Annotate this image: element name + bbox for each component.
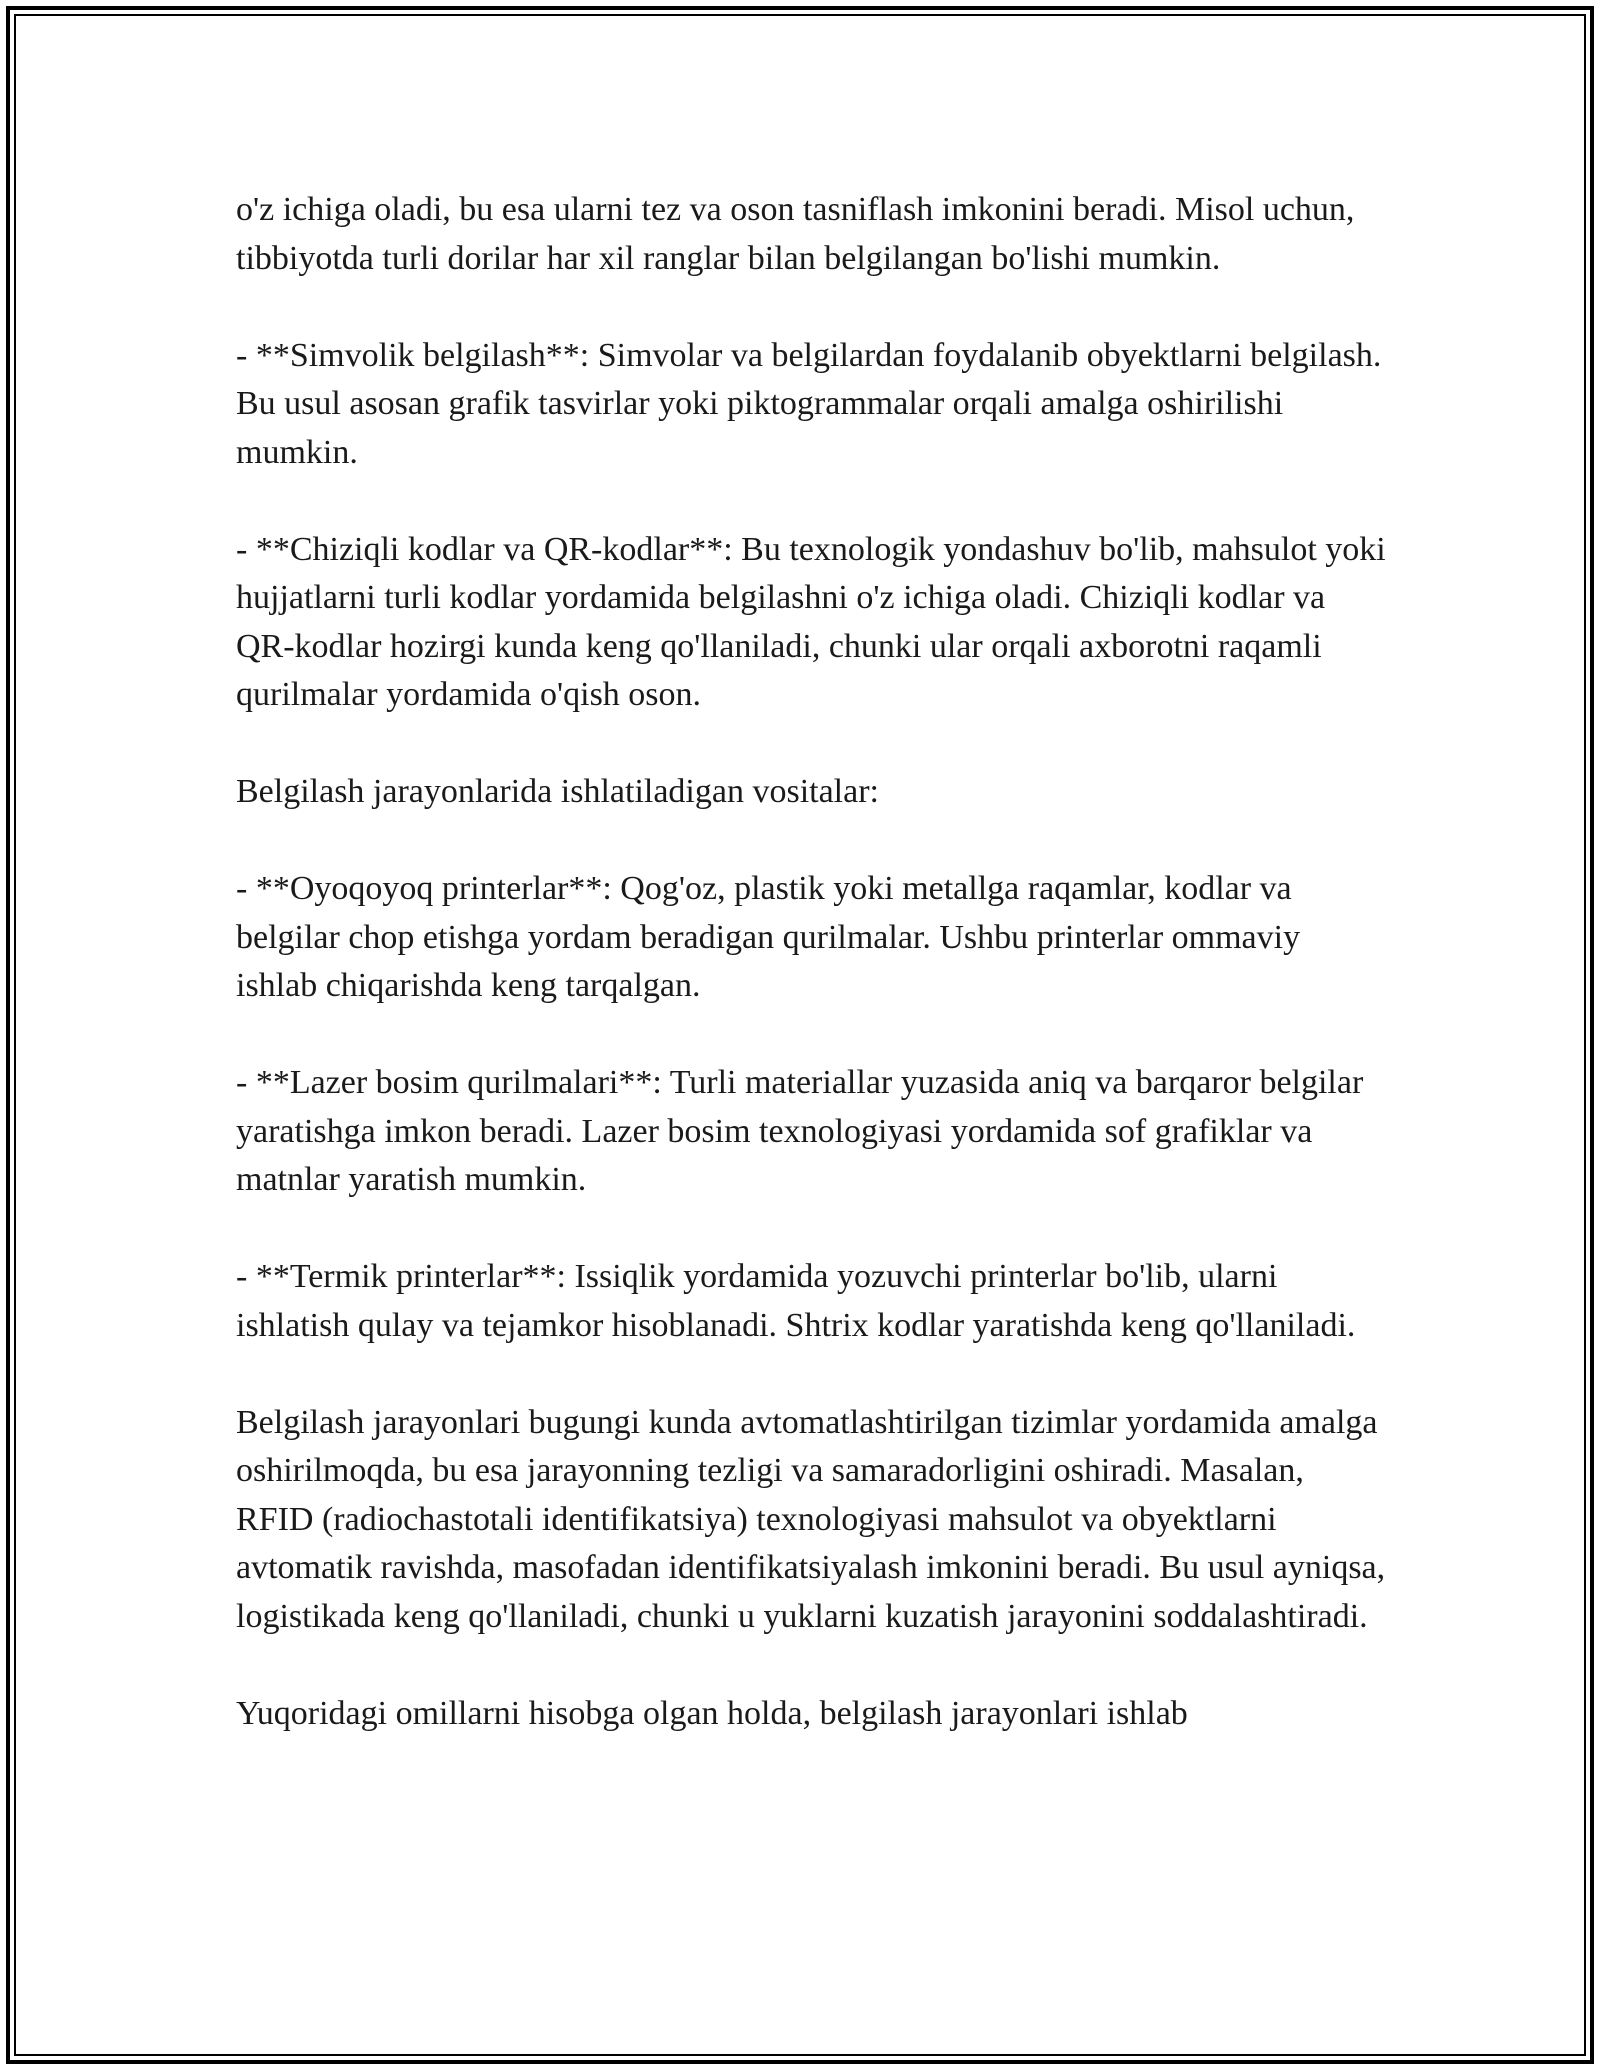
paragraph-symbolic-marking: - **Simvolik belgilash**: Simvolar va belgilardan foydalanib obyektlarni belgilash. Bu usul asosan grafik tasvirlar yoki piktogrammalar orqali amalga oshirilishi mumkin.: [236, 336, 1382, 471]
paragraph-automation-rfid: Belgilash jarayonlari bugungi kunda avtomatlashtirilgan tizimlar yordamida amalga oshirilmoqda, bu esa jarayonning tezligi va samaradorligini oshiradi. Masalan, RFID (radiochastotali identifikatsiya) texnologiyasi mahsulot va obyektlarni avtomatik ravishda, masofadan identifikatsiyalash imkonini beradi. Bu usul ayniqsa, logistikada keng qo'llaniladi, chunki u yuklarni kuzatish jarayonini soddalashtiradi.: [236, 1403, 1386, 1635]
paragraph-conclusion-start: Yuqoridagi omillarni hisobga olgan holda, belgilash jarayonlari ishlab: [236, 1694, 1188, 1732]
paragraph-tools-heading: Belgilash jarayonlarida ishlatiladigan vositalar:: [236, 773, 879, 810]
paragraph-laser-devices: - **Lazer bosim qurilmalari**: Turli materiallar yuzasida aniq va barqaror belgilar yaratishga imkon beradi. Lazer bosim texnologiyasi yordamida sof grafiklar va matnlar yaratish mumkin.: [236, 1064, 1364, 1198]
paragraph-inkjet-printers: - **Oyoqoyoq printerlar**: Qog'oz, plastik yoki metallga raqamlar, kodlar va belgilar chop etishga yordam beradigan qurilmalar. Ushbu printerlar ommaviy ishlab chiqarishda keng tarqalgan.: [236, 870, 1301, 1004]
paragraph-thermal-printers: - **Termik printerlar**: Issiqlik yordamida yozuvchi printerlar bo'lib, ularni ishlatish qulay va tejamkor hisoblanadi. Shtrix kodlar yaratishda keng qo'llaniladi.: [236, 1258, 1356, 1344]
paragraph-color-coding-continuation: o'z ichiga oladi, bu esa ularni tez va oson tasniflash imkonini beradi. Misol uchun, tibbiyotda turli dorilar har xil ranglar bilan belgilangan bo'lishi mumkin.: [236, 191, 1355, 277]
paragraph-barcodes-qr: - **Chiziqli kodlar va QR-kodlar**: Bu texnologik yondashuv bo'lib, mahsulot yoki hujjatlarni turli kodlar yordamida belgilashni o'z ichiga oladi. Chiziqli kodlar va QR-kodlar hozirgi kunda keng qo'llaniladi, chunki ular orqali axborotni raqamli qurilmalar yordamida o'qish oson.: [236, 530, 1386, 713]
document-body: [236, 186, 1386, 1738]
